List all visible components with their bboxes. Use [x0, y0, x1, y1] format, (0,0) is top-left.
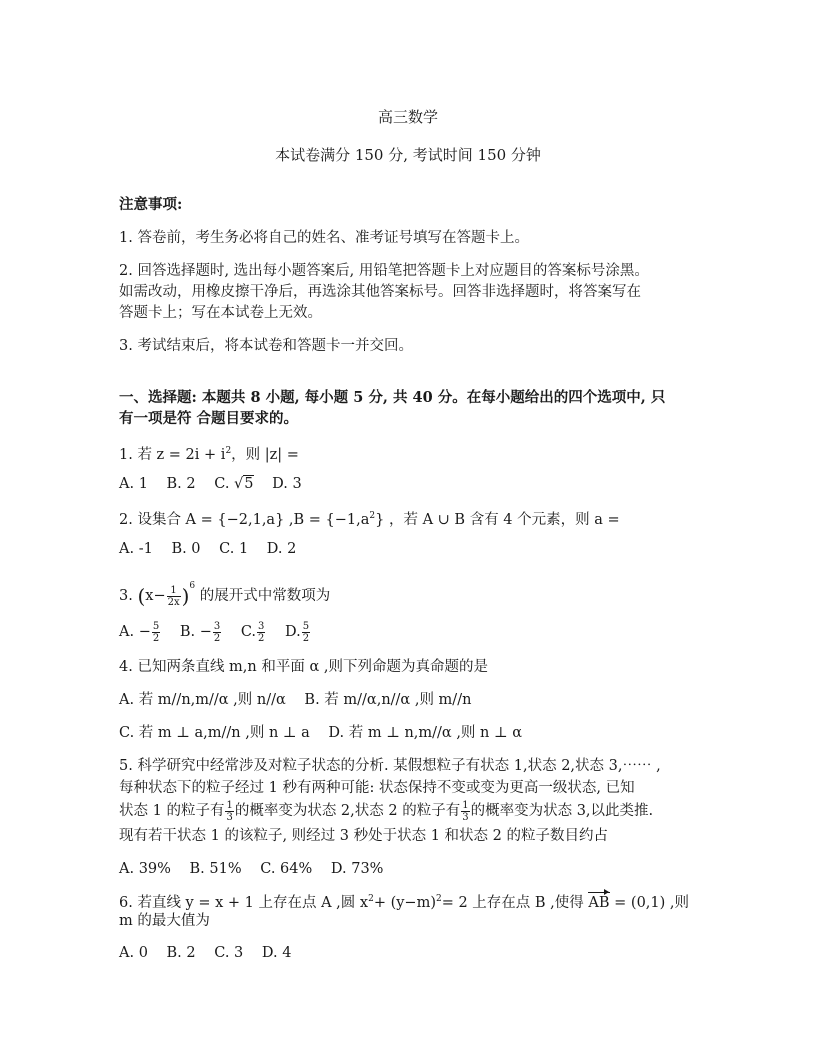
q5-frac1-num: 1: [226, 799, 233, 811]
q3-option-d-den: 2: [302, 632, 310, 644]
q3-option-a-num: 5: [152, 620, 160, 632]
q3-option-d: [285, 618, 311, 646]
notes-item-3: 3. 考试结束后，将本试卷和答题卡一并交回。: [119, 338, 413, 354]
question-5-line-1: 5. 科学研究中经常涉及对粒子状态的分析. 某假想粒子有状态 1,状态 2,状态 3,⋯⋯ ,: [119, 758, 661, 774]
q2-option-b: B. 0: [171, 541, 201, 557]
q2-sup: 2: [369, 511, 376, 521]
question-4-options-row-1: [119, 691, 485, 709]
q3-option-a: [119, 618, 161, 646]
q3-option-d-num: 5: [302, 620, 310, 632]
q3-left-paren: (: [137, 584, 146, 608]
question-1-stem: [119, 442, 299, 464]
q3-option-c-label: C.: [240, 624, 257, 640]
q4-option-c: C. 若 m ⊥ a,m//n ,则 n ⊥ a: [119, 725, 310, 741]
question-3-options: [119, 618, 325, 646]
question-3-stem: [119, 572, 330, 610]
question-5-options: [119, 860, 397, 878]
q1-option-a: A. 1: [119, 476, 148, 492]
q5-line3-c: 的概率变为状态 3,以此类推.: [470, 803, 654, 819]
q3-option-c-frac: [257, 621, 265, 644]
question-1-options: [119, 475, 316, 493]
section-1-heading-line-1: 一、选择题: 本题共 8 小题, 每小题 5 分, 共 40 分。在每小题给出的四个选项中, 只: [119, 389, 666, 406]
q1-sup: 2: [225, 446, 232, 456]
question-6-line-1: [119, 890, 689, 912]
question-5-line-4: 现有若干状态 1 的该粒子, 则经过 3 秒处于状态 1 和状态 2 的粒子数目约占: [119, 828, 608, 844]
q6-sup-1: 2: [368, 894, 374, 904]
notes-item-2-line-1: 2. 回答选择题时, 选出每小题答案后, 用铅笔把答题卡上对应题目的答案标号涂黑。: [119, 263, 649, 279]
q3-fraction: [167, 585, 181, 608]
q3-option-b-den: 2: [213, 632, 221, 644]
q1-option-c: [214, 475, 253, 493]
q1-option-c-radicand: 5: [244, 476, 254, 492]
q2-option-d: D. 2: [266, 541, 297, 557]
q6-sup-2: 2: [435, 894, 442, 904]
q5-frac2-num: 1: [462, 799, 469, 811]
exam-subtitle: 本试卷满分 150 分, 考试时间 150 分钟: [275, 146, 541, 164]
q3-option-b-label: B. −: [179, 624, 212, 640]
question-2-stem: [119, 507, 620, 529]
q1-option-c-label: C. √: [214, 476, 244, 492]
q6-option-d: D. 4: [261, 945, 292, 961]
q3-option-d-frac: [302, 621, 310, 644]
q5-frac1-den: 3: [226, 811, 233, 823]
q3-option-a-den: 2: [152, 632, 160, 644]
q5-option-a: A. 39%: [119, 861, 171, 877]
question-4-stem: 4. 已知两条直线 m,n 和平面 α ,则下列命题为真命题的是: [119, 659, 488, 675]
notes-item-2-line-2: 如需改动，用橡皮擦干净后，再选涂其他答案标号。回答非选择题时，将答案写在: [119, 284, 641, 300]
q2-option-c: C. 1: [219, 541, 249, 557]
q3-number: 3.: [119, 588, 133, 604]
q6-vector-ab: AB: [588, 894, 610, 911]
q1-post: ，则 |z| =: [231, 446, 299, 463]
question-5-line-2: 每种状态下的粒子经过 1 秒有两种可能: 状态保持不变或变为更高一级状态, 已知: [119, 780, 635, 796]
q3-frac-den: 2x: [167, 596, 180, 608]
q6-line1-c: = 2 上存在点 B ,使得: [441, 894, 584, 911]
q3-option-c-den: 2: [258, 632, 265, 644]
question-4-options-row-2: [119, 724, 536, 742]
question-2-options: [119, 540, 310, 558]
question-6-options: [119, 944, 305, 962]
q5-option-c: C. 64%: [260, 861, 313, 877]
q5-line3-b: 的概率变为状态 2,状态 2 的粒子有: [234, 803, 461, 819]
q6-option-c: C. 3: [214, 945, 244, 961]
q5-line3-a: 状态 1 的粒子有: [119, 803, 225, 819]
exam-title: 高三数学: [377, 108, 438, 126]
q2-option-a: A. -1: [119, 541, 153, 557]
q1-option-b: B. 2: [166, 476, 196, 492]
q1-pre: 1. 若 z = 2i + i: [119, 446, 226, 463]
section-1-heading-line-2: 有一项是符 合题目要求的。: [119, 410, 299, 427]
q6-option-b: B. 2: [166, 945, 196, 961]
q4-option-a: A. 若 m//n,m//α ,则 n//α: [119, 692, 286, 708]
question-6-line-2: m 的最大值为: [119, 913, 210, 929]
q5-frac2-den: 3: [462, 811, 469, 823]
q3-frac-num: 1: [167, 585, 181, 597]
q3-post: 的展开式中常数项为: [199, 588, 331, 604]
q5-option-d: D. 73%: [330, 861, 384, 877]
q4-option-d: D. 若 m ⊥ n,m//α ,则 n ⊥ α: [328, 725, 523, 741]
q4-option-b: B. 若 m//α,n//α ,则 m//n: [304, 692, 472, 708]
q3-x: x−: [145, 588, 166, 604]
q3-sup: 6: [189, 581, 196, 591]
q6-line1-b: + (y−m): [373, 894, 436, 911]
notes-item-2-line-3: 答题卡上；写在本试卷上无效。: [119, 305, 322, 321]
q3-option-d-label: D.: [285, 624, 301, 640]
q3-option-a-frac: [152, 621, 160, 644]
q3-option-b-frac: [213, 621, 221, 644]
question-5-line-3: [119, 798, 653, 824]
q5-option-b: B. 51%: [189, 861, 242, 877]
q3-option-c: [241, 618, 267, 646]
q3-option-a-label: A. −: [119, 624, 151, 640]
q3-option-b-num: 3: [213, 620, 221, 632]
q5-fraction-1: [225, 800, 233, 823]
q2-post: } ，若 A ∪ B 含有 4 个元素，则 a =: [375, 511, 620, 528]
q6-option-a: A. 0: [119, 945, 148, 961]
q3-option-b: [180, 618, 222, 646]
notes-heading: 注意事项:: [119, 196, 183, 213]
q3-option-c-num: 3: [258, 620, 265, 632]
q1-option-d: D. 3: [272, 476, 302, 492]
notes-item-1: 1. 答卷前，考生务必将自己的姓名、准考证号填写在答题卡上。: [119, 230, 529, 246]
q5-fraction-2: [461, 800, 469, 823]
q2-pre: 2. 设集合 A = {−2,1,a} ,B = {−1,a: [119, 511, 370, 528]
q6-line1-d: = (0,1) ,则: [614, 894, 690, 911]
q6-line1-a: 6. 若直线 y = x + 1 上存在点 A ,圆 x: [119, 894, 369, 911]
q3-right-paren: ): [181, 584, 190, 608]
